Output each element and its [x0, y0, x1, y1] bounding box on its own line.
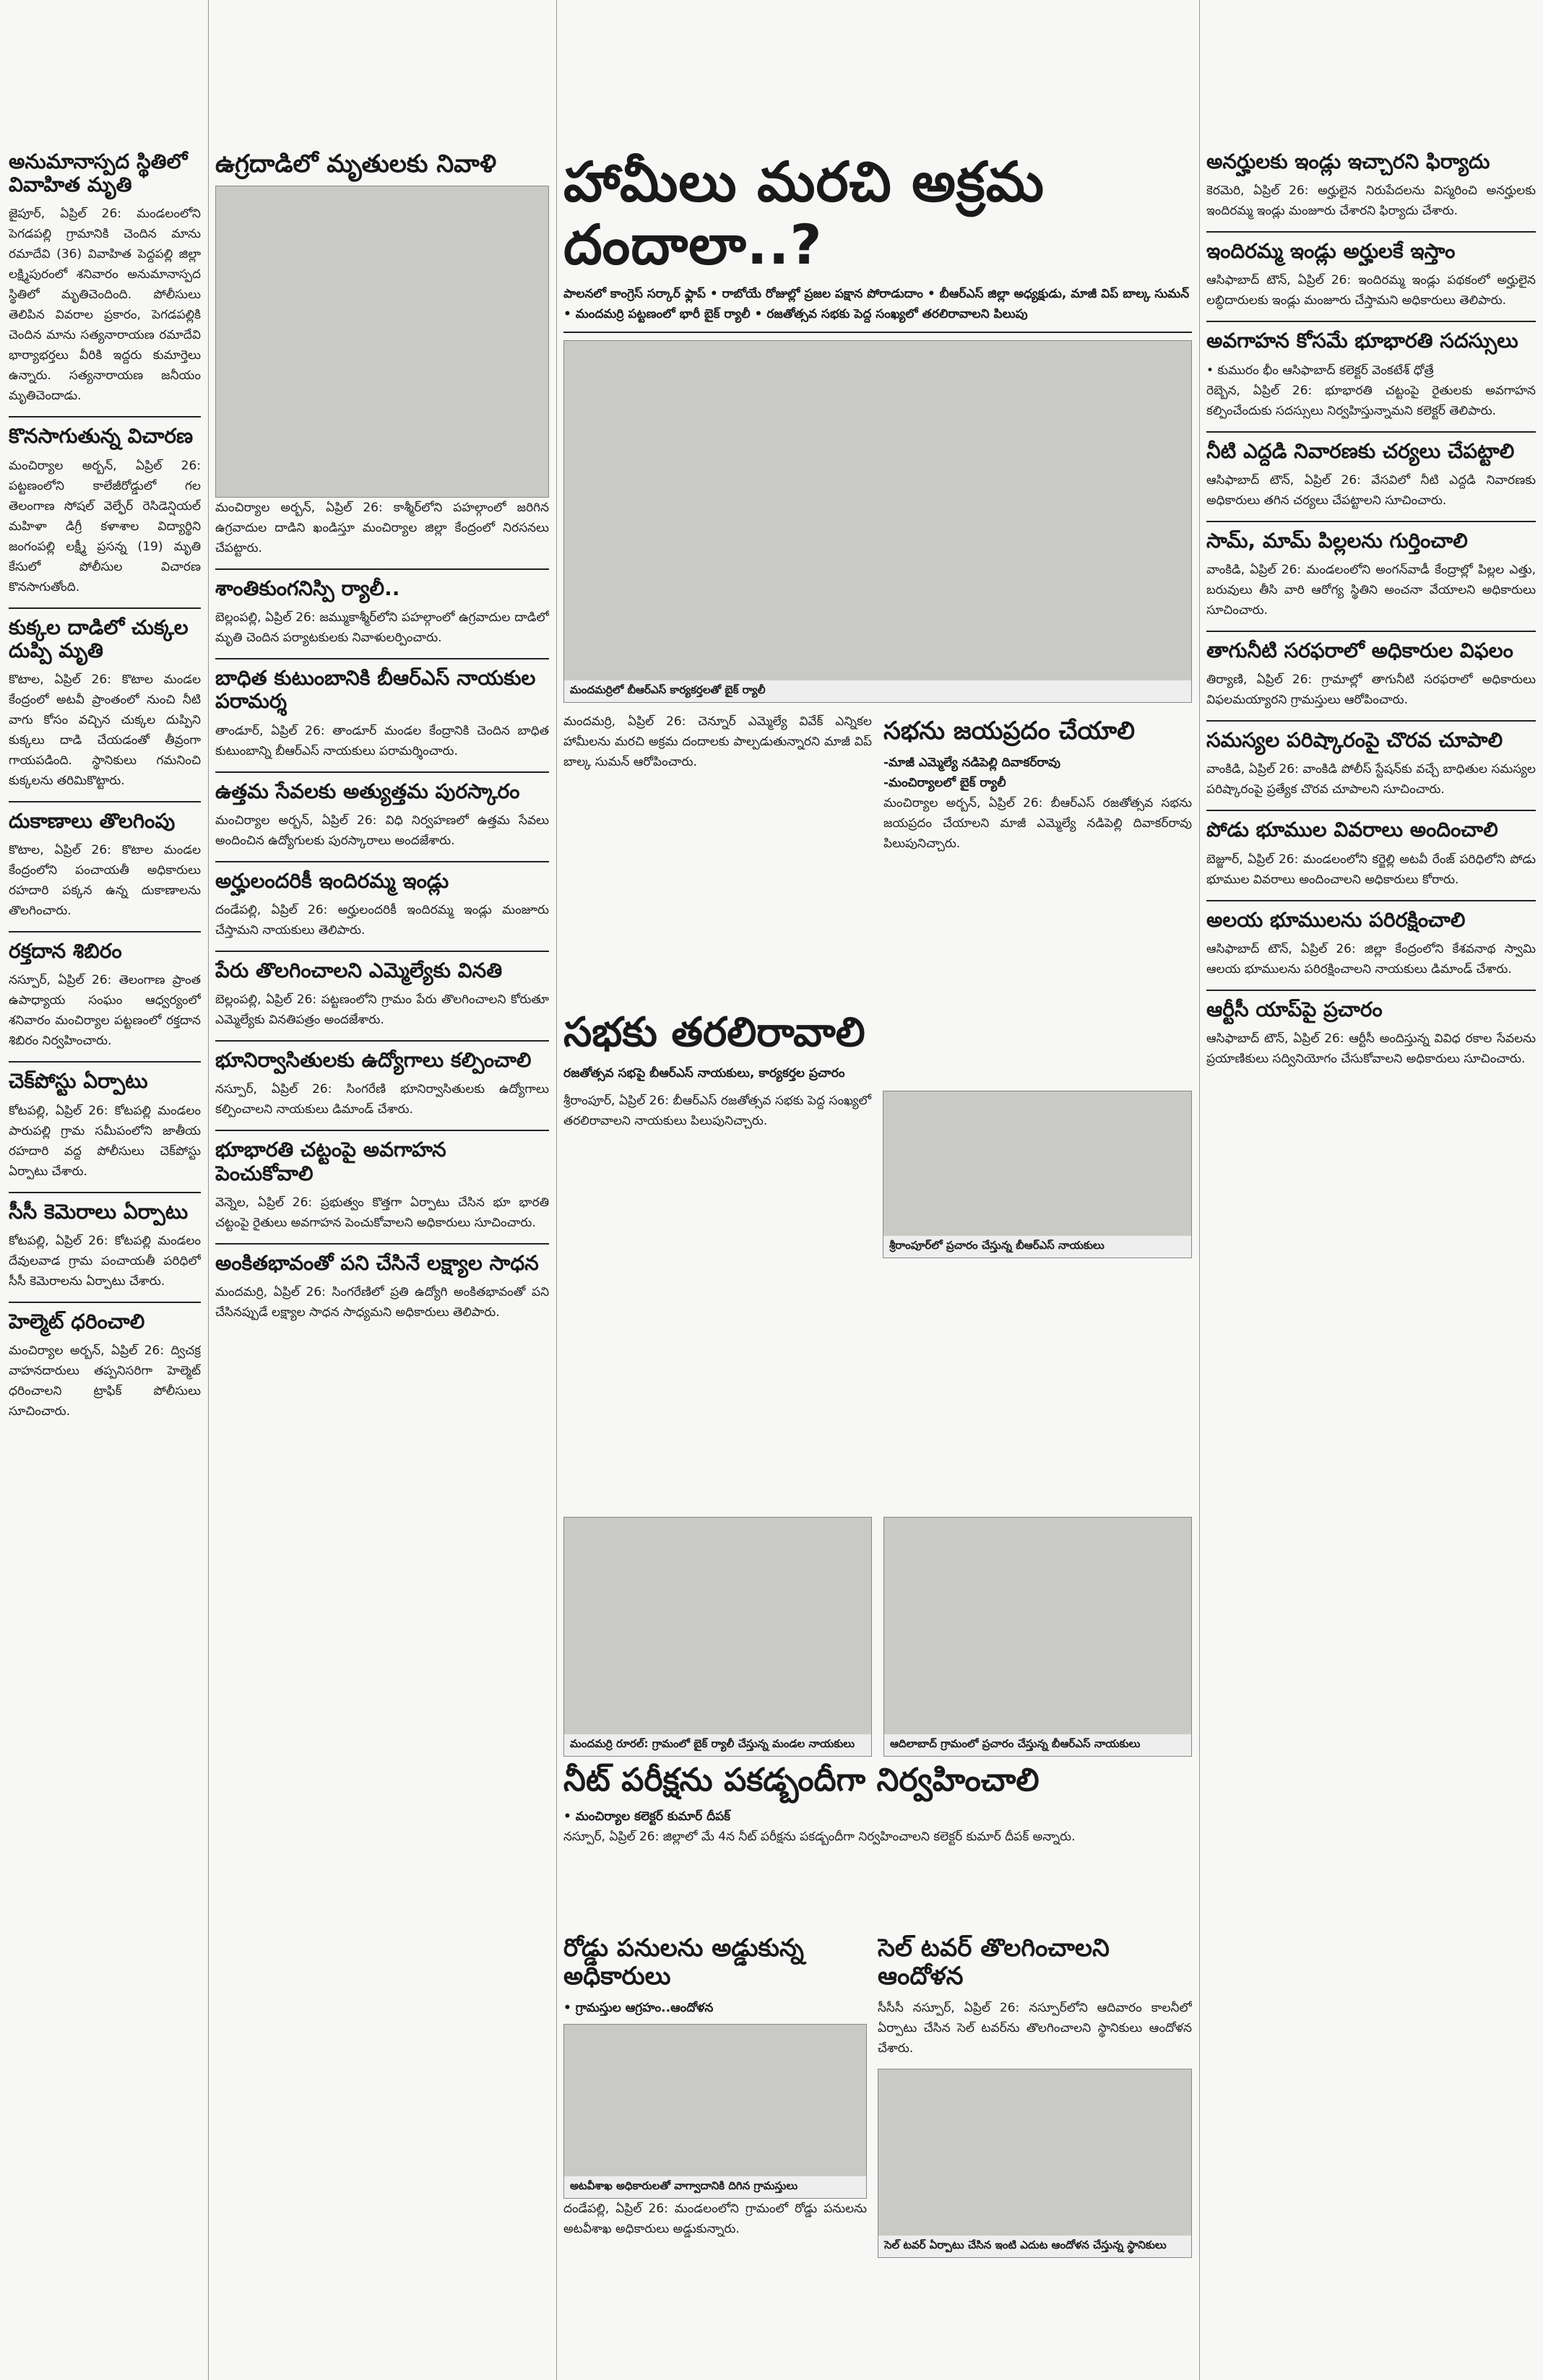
article-body: బెజ్జూర్, ఏప్రిల్ 26: మండలంలోని కర్జెల్లి అటవీ రేంజ్ పరిధిలోని పోడు భూముల వివరాలు అందించాలని అధికారులు కోరారు. — [1206, 852, 1536, 887]
divider — [563, 332, 1192, 333]
headline: అర్హులందరికీ ఇందిరమ్మ ఇండ్లు — [215, 868, 449, 893]
roads-story — [563, 1929, 867, 2369]
headline: సభకు తరలిరావాలి — [563, 1009, 865, 1056]
column-rule — [1199, 0, 1200, 2380]
article — [9, 1310, 201, 1421]
divider — [9, 801, 201, 802]
article-body: మంచిర్యాల అర్బన్, ఏప్రిల్ 26: కాశ్మీర్‌లోని పహల్గాంలో జరిగిన ఉగ్రవాదుల దాడిని ఖండిస్తూ మంచిర్యాల జిల్లా కేంద్రంలో నిరసనలు చేపట్టారు. — [215, 501, 549, 556]
headline: శాంతికుంగనిస్పి ర్యాలీ.. — [215, 576, 400, 601]
divider — [215, 951, 549, 952]
article-body: వెన్నెల, ఏప్రిల్ 26: ప్రభుత్వం కొత్తగా ఏర్పాటు చేసిన భూ భారతి చట్టంపై రైతులు అవగాహన పెంచుకోవాలని అధికారులు సూచించారు. — [215, 1195, 549, 1230]
divider — [1206, 321, 1536, 322]
divider — [215, 658, 549, 659]
article-body: కొటాల, ఏప్రిల్ 26: కొటాల మండల కేంద్రంలోని పంచాయతీ అధికారులు రహదారి పక్కన ఉన్న దుకాణాలను తొలగించారు. — [9, 843, 201, 919]
article-body: నస్పూర్, ఏప్రిల్ 26: తెలంగాణ ప్రాంత ఉపాధ్యాయ సంఘం ఆధ్వర్యంలో శనివారం మంచిర్యాల పట్టణంలో రక్తదాన శిబిరం నిర్వహించారు. — [9, 973, 201, 1049]
lead-headline: హామీలు మరచి అక్రమ దందాలా..? — [563, 150, 1045, 277]
headline: బాధిత కుటుంబానికి బీఆర్ఎస్ నాయకుల పరామర్శ — [215, 666, 536, 714]
article-body: కోటపల్లి, ఏప్రిల్ 26: కోటపల్లి మండలం పారుపల్లి గ్రామ సమీపంలోని జాతీయ రహదారి వద్ద పోలీసులు చెక్‌పోస్టు ఏర్పాటు చేశారు. — [9, 1103, 201, 1179]
photo-caption: మందమర్రిలో బీఆర్ఎస్ కార్యకర్తలతో బైక్ ర్యాలీ — [564, 680, 1191, 702]
headline: అనుమానాస్పద స్థితిలో వివాహిత మృతి — [9, 150, 188, 197]
divider — [9, 931, 201, 932]
lead-photo — [563, 340, 1192, 703]
article-body: కెరమెరి, ఏప్రిల్ 26: అర్హులైన నిరుపేదలను విస్మరించి అనర్హులకు ఇందిరమ్మ ఇండ్లు మంజూరు చేశారని ఫిర్యాదు చేశారు. — [1206, 183, 1536, 219]
photo-caption: అటవీశాఖ అధికారులతో వాగ్వాదానికి దిగిన గ్రామస్తులు — [564, 2176, 866, 2198]
subline: -మంచిర్యాలలో బైక్ ర్యాలీ — [883, 775, 1006, 790]
headline: అవగాహన కోసమే భూభారతి సదస్సులు — [1206, 329, 1518, 353]
article — [215, 667, 549, 761]
article — [215, 150, 549, 558]
article — [215, 959, 549, 1030]
divider — [1206, 900, 1536, 901]
divider — [1206, 231, 1536, 233]
headline: ఇందిరమ్మ ఇండ్లు అర్హులకే ఇస్తాం — [1206, 239, 1456, 264]
article-body: శ్రీరాంపూర్, ఏప్రిల్ 26: బీఆర్ఎస్ రజతోత్సవ సభకు పెద్ద సంఖ్యలో తరలిరావాలని నాయకులు పిలుపునిచ్చారు. — [563, 1094, 871, 1129]
article — [9, 1070, 201, 1181]
headline: చెక్‌పోస్టు ఏర్పాటు — [9, 1069, 148, 1094]
headline: అనర్హులకు ఇండ్లు ఇచ్చారని ఫిర్యాదు — [1206, 150, 1490, 173]
sabha-story — [563, 1004, 1192, 1510]
article-body: కోటపల్లి, ఏప్రిల్ 26: కోటపల్లి మండలం దేవులవాడ గ్రామ పంచాయతీ పరిధిలో సీసీ కెమెరాలను ఏర్పాటు చేశారు. — [9, 1233, 201, 1289]
article — [1206, 329, 1536, 420]
subpoint: పాలనలో కాంగ్రెస్ సర్కార్ ఫ్లాప్ — [563, 286, 706, 301]
divider — [9, 1302, 201, 1303]
article — [215, 1049, 549, 1120]
headline: సమస్యల పరిష్కారంపై చొరవ చూపాలి — [1206, 728, 1503, 753]
headline: సభను జయప్రదం చేయాలి — [883, 716, 1136, 745]
article-body: ఆసిఫాబాద్ టౌన్, ఏప్రిల్ 26: ఆర్టీసీ అందిస్తున్న వివిధ రకాల సేవలను ప్రయాణికులు సద్వినియోగం చేసుకోవాలని అధికారులు సూచించారు. — [1206, 1031, 1536, 1066]
article-body: మంచిర్యాల అర్బన్, ఏప్రిల్ 26: ద్విచక్ర వాహనదారులు తప్పనిసరిగా హెల్మెట్ ధరించాలని ట్రాఫిక్ పోలీసులు సూచించారు. — [9, 1343, 201, 1419]
subpoint: రాబోయే రోజుల్లో ప్రజల పక్షాన పోరాడుదాం — [722, 286, 923, 301]
byline: • మంచిర్యాల కలెక్టర్ కుమార్ దీపక్ — [563, 1809, 731, 1824]
headline: కొనసాగుతున్న విచారణ — [9, 424, 194, 449]
lead-subpoints: పాలనలో కాంగ్రెస్ సర్కార్ ఫ్లాప్ • రాబోయే రోజుల్లో ప్రజల పక్షాన పోరాడుదాం • బీఆర్ఎస్ జిల్లా అధ్యక్షుడు, మాజీ విప్ బాల్క సుమన్ • మందమర్రి పట్టణంలో భారీ బైక్ ర్యాలీ • రజతోత్సవ సభకు పెద్ద సంఖ్యలో తరలిరావాలని పిలుపు — [563, 286, 1190, 321]
headline: దుకాణాలు తొలగింపు — [9, 808, 176, 833]
article-body: తిర్యాణి, ఏప్రిల్ 26: గ్రామాల్లో తాగునీటి సరఫరాలో అధికారులు విఫలమయ్యారని గ్రామస్తులు ఆరోపించారు. — [1206, 672, 1536, 708]
subpoint: రజతోత్సవ సభకు పెద్ద సంఖ్యలో తరలిరావాలని పిలుపు — [766, 306, 1028, 321]
article — [1206, 818, 1536, 889]
article-body: వాంకిడి, ఏప్రిల్ 26: వాంకిడి పోలీస్ స్టేషన్‌కు వచ్చే బాధితుల సమస్యల పరిష్కారంపై ప్రత్యేక చొరవ చూపాలని సూచించారు. — [1206, 762, 1536, 797]
article — [215, 780, 549, 851]
article-body: వాంకిడి, ఏప్రిల్ 26: మండలంలోని అంగన్‌వాడీ కేంద్రాల్లో పిల్లల ఎత్తు, బరువులు తీసి వారి ఆరోగ్య స్థితిని అంచనా వేయాలని అధికారులు సూచించారు. — [1206, 562, 1536, 618]
article-body: నస్పూర్, ఏప్రిల్ 26: సింగరేణి భూనిర్వాసితులకు ఉద్యోగాలు కల్పించాలని నాయకులు డిమాండ్ చేశారు. — [215, 1082, 549, 1117]
article-body: మంచిర్యాల అర్బన్, ఏప్రిల్ 26: బీఆర్ఎస్ రజతోత్సవ సభను జయప్రదం చేయాలని మాజీ ఎమ్మెల్యే నడిపెల్లి దివాకర్‌రావు పిలుపునిచ్చారు. — [883, 795, 1192, 851]
headline: తాగునీటి సరఫరాలో అధికారుల విఫలం — [1206, 638, 1513, 662]
subpoint: బీఆర్ఎస్ జిల్లా అధ్యక్షుడు, మాజీ విప్ బాల్క సుమన్ — [939, 286, 1190, 301]
cell-tower-story — [878, 1929, 1192, 2369]
subpoint: మందమర్రి పట్టణంలో భారీ బైక్ ర్యాలీ — [575, 306, 751, 321]
headline: రోడ్డు పనులను అడ్డుకున్న అధికారులు — [563, 1934, 804, 1991]
divider — [215, 861, 549, 862]
divider — [1206, 810, 1536, 811]
byline: -మాజీ ఎమ్మెల్యే నడిపెల్లి దివాకర్‌రావు — [883, 755, 1060, 770]
photo-caption: మందమర్రి రూరల్: గ్రామంలో బైక్ ర్యాలీ చేస్తున్న మండల నాయకులు — [564, 1734, 871, 1756]
divider — [215, 1243, 549, 1245]
right-column — [1206, 144, 1536, 2369]
headline: భూనిర్వాసితులకు ఉద్యోగాలు కల్పించాలి — [215, 1048, 532, 1073]
divider — [9, 1192, 201, 1193]
divider — [1206, 631, 1536, 632]
news-photo — [878, 2069, 1192, 2258]
headline: భూభారతి చట్టంపై అవగాహన పెంచుకోవాలి — [215, 1138, 446, 1185]
news-photo — [563, 1517, 872, 1757]
article-body: ఆసిఫాబాద్ టౌన్, ఏప్రిల్ 26: జిల్లా కేంద్రంలోని కేశవనాథ స్వామి ఆలయ భూములను పరిరక్షించాలని నాయకులు డిమాండ్ చేశారు. — [1206, 941, 1536, 977]
headline: ఆర్టీసీ యాప్‌పై ప్రచారం — [1206, 997, 1383, 1021]
article-body: తాండూర్, ఏప్రిల్ 26: తాండూర్ మండల కేంద్రానికి చెందిన బాధిత కుటుంబాన్ని బీఆర్ఎస్ నాయకులు పరామర్శించారు. — [215, 723, 549, 758]
headline: సీసీ కెమెరాలు ఏర్పాటు — [9, 1199, 189, 1224]
headline: హెల్మెట్ ధరించాలి — [9, 1309, 145, 1333]
article — [1206, 440, 1536, 511]
neet-story — [563, 1517, 1192, 1921]
divider — [215, 568, 549, 570]
photo-caption: సెల్ టవర్ ఏర్పాటు చేసిన ఇంటి ఎదుట ఆందోళన చేస్తున్న స్థానికులు — [878, 2236, 1191, 2257]
headline: పోడు భూముల వివరాలు అందించాలి — [1206, 818, 1498, 842]
news-photo — [215, 186, 549, 498]
article-body: సీసీసీ నస్పూర్, ఏప్రిల్ 26: నస్పూర్‌లోని ఆదివారం కాలనీలో ఏర్పాటు చేసిన సెల్ టవర్‌ను తొలగించాలని స్థానికులు ఆందోళన చేశారు. — [878, 2001, 1192, 2056]
divider — [1206, 990, 1536, 991]
article-body: దండేపల్లి, ఏప్రిల్ 26: మండలంలోని గ్రామంలో రోడ్డు పనులను అటవీశాఖ అధికారులు అడ్డుకున్నారు. — [563, 2202, 867, 2237]
lead-body: మందమర్రి, ఏప్రిల్ 26: చెన్నూర్ ఎమ్మెల్యే వివేక్ ఎన్నికల హామీలను మరచి అక్రమ దందాలకు పాల్పడుతున్నారని మాజీ విప్ బాల్క సుమన్ ఆరోపించారు. — [563, 714, 872, 769]
headline: అంకితభావంతో పని చేసినే లక్ష్యాల సాధన — [215, 1250, 539, 1275]
article — [1206, 529, 1536, 620]
divider — [9, 416, 201, 417]
article-body: కొటాల, ఏప్రిల్ 26: కొటాల మండల కేంద్రంలో అటవీ ప్రాంతంలో నుంచి నీటి వాగు కోసం వచ్చిన చుక్కల దుప్పిని కుక్కలు దాడి చేయడంతో తీవ్రంగా గాయపడింది. స్థానికులు గమనించి కుక్కలను తరిమికొట్టారు. — [9, 672, 201, 788]
article — [9, 940, 201, 1051]
article-body: దండేపల్లి, ఏప్రిల్ 26: అర్హులందరికీ ఇందిరమ్మ ఇండ్లు మంజూరు చేస్తామని నాయకులు తెలిపారు. — [215, 903, 549, 938]
divider — [215, 1130, 549, 1131]
article-body: నస్పూర్, ఏప్రిల్ 26: జిల్లాలో మే 4న నీట్ పరీక్షను పకడ్బందీగా నిర్వహించాలని కలెక్టర్ కుమార్ దీపక్ అన్నారు. — [563, 1829, 1076, 1844]
second-column — [215, 144, 549, 2369]
article — [1206, 150, 1536, 221]
article-body: బెల్లంపల్లి, ఏప్రిల్ 26: జమ్ముకాశ్మీర్‌లోని పహల్గాంలో ఉగ్రవాదుల దాడిలో మృతి చెందిన పర్యాటకులకు నివాళులర్పించారు. — [215, 610, 549, 646]
divider — [9, 1061, 201, 1063]
article-body: ఆసిఫాబాద్ టౌన్, ఏప్రిల్ 26: వేసవిలో నీటి ఎద్దడి నివారణకు అధికారులు తగిన చర్యలు చేపట్టాలని సూచించారు. — [1206, 472, 1536, 508]
article — [1206, 998, 1536, 1069]
news-photo — [563, 2024, 867, 2199]
article — [9, 616, 201, 791]
article — [215, 1138, 549, 1232]
headline: సామ్, మామ్ పిల్లలను గుర్తించాలి — [1206, 528, 1468, 553]
headline: కుక్కల దాడిలో చుక్కల దుప్పి మృతి — [9, 615, 189, 662]
article-body: మందమర్రి, ఏప్రిల్ 26: సింగరేణిలో ప్రతి ఉద్యోగి అంకితభావంతో పని చేసినప్పుడే లక్ష్యాల సాధన సాధ్యమని అధికారులు తెలిపారు. — [215, 1284, 549, 1320]
news-photo — [883, 1517, 1192, 1757]
article — [1206, 729, 1536, 800]
article-body: మంచిర్యాల అర్బన్, ఏప్రిల్ 26: పట్టణంలోని కాలేజీరోడ్డులో గల తెలంగాణ సోషల్ వెల్ఫేర్ రెసిడెన్షియల్ మహిళా డిగ్రీ కళాశాల విద్యార్థిని జంగంపల్లి లక్ష్మీ ప్రసన్న (19) మృతి కేసులో పోలీసుల విచారణ కొనసాగుతోంది. — [9, 458, 201, 594]
side-article — [883, 711, 1192, 864]
divider — [215, 1040, 549, 1042]
photo-caption: శ్రీరాంపూర్‌లో ప్రచారం చేస్తున్న బీఆర్ఎస్ నాయకులు — [883, 1236, 1191, 1258]
headline: రక్తదాన శిబిరం — [9, 939, 122, 964]
article — [9, 425, 201, 597]
article-body: ఆసిఫాబాద్ టౌన్, ఏప్రిల్ 26: ఇందిరమ్మ ఇండ్లు పథకంలో అర్హులైన లబ్ధిదారులకు ఇండ్లు మంజూరు చేస్తామని అధికారులు తెలిపారు. — [1206, 273, 1536, 308]
headline: పేరు తొలగించాలని ఎమ్మెల్యేకు వినతి — [215, 959, 503, 983]
article — [215, 577, 549, 648]
news-photo — [883, 1091, 1192, 1258]
headline: ఉత్తమ సేవలకు అత్యుత్తమ పురస్కారం — [215, 779, 520, 803]
article — [1206, 639, 1536, 710]
left-column — [9, 144, 201, 2369]
article — [1206, 909, 1536, 979]
column-rule — [556, 0, 557, 2380]
article-body: మంచిర్యాల అర్బన్, ఏప్రిల్ 26: విధి నిర్వహణలో ఉత్తమ సేవలు అందించిన ఉద్యోగులకు పురస్కారాలు అందజేశారు. — [215, 813, 549, 848]
headline: సెల్ టవర్ తొలగించాలని ఆందోళన — [878, 1934, 1110, 1991]
subheading: రజతోత్సవ సభపై బీఆర్ఎస్ నాయకులు, కార్యకర్తల ప్రచారం — [563, 1066, 845, 1081]
divider — [1206, 720, 1536, 722]
lead-story — [563, 144, 1192, 997]
headline: నీట్ పరీక్షను పకడ్బందీగా నిర్వహించాలి — [563, 1762, 1040, 1799]
headline: అలయ భూములను పరిరక్షించాలి — [1206, 907, 1466, 932]
article-body: • కుమురం భీం ఆసిఫాబాద్ కలెక్టర్ వెంకటేశ్ ధోత్రే రెబ్బెన, ఏప్రిల్ 26: భూభారతి చట్టంపై రైతులకు అవగాహన కల్పించేందుకు సదస్సులు నిర్వహిస్తున్నామని కలెక్టర్ తెలిపారు. — [1206, 363, 1536, 418]
headline: ఉగ్రదాడిలో మృతులకు నివాళి — [215, 150, 497, 178]
subheading: • గ్రామస్తుల ఆగ్రహం..ఆందోళన — [563, 2001, 714, 2016]
divider — [215, 771, 549, 773]
column-rule — [208, 0, 209, 2380]
article — [9, 1200, 201, 1291]
photo-caption: ఆదిలాబాద్ గ్రామంలో ప్రచారం చేస్తున్న బీఆర్ఎస్ నాయకులు — [884, 1734, 1191, 1756]
article — [215, 1252, 549, 1323]
divider — [9, 607, 201, 609]
article-body: జైపూర్, ఏప్రిల్ 26: మండలంలోని పెగడపల్లి గ్రామానికి చెందిన మాను రమాదేవి (36) వివాహిత పెద్దపల్లి జిల్లా లక్ష్మిపురంలో శనివారం అనుమానాస్పద స్థితిలో మృతిచెందింది. పోలీసులు తెలిపిన వివరాల ప్రకారం, పెగడపల్లికి చెందిన మాను సత్యనారాయణ రమాదేవి భార్యాభర్తలు వీరికి ఇద్దరు కుమార్తెలు ఉన్నారు. సత్యనారాయణ జనీయం మృతిచెందాడు. — [9, 207, 201, 404]
divider — [1206, 431, 1536, 433]
article — [1206, 240, 1536, 311]
headline: నీటి ఎద్దడి నివారణకు చర్యలు చేపట్టాలి — [1206, 438, 1515, 463]
article — [215, 870, 549, 940]
article — [9, 810, 201, 921]
article — [9, 150, 201, 406]
article-body: బెల్లంపల్లి, ఏప్రిల్ 26: పట్టణంలోని గ్రామం పేరు తొలగించాలని కోరుతూ ఎమ్మెల్యేకు వినతిపత్రం అందజేశారు. — [215, 992, 549, 1028]
divider — [1206, 521, 1536, 522]
